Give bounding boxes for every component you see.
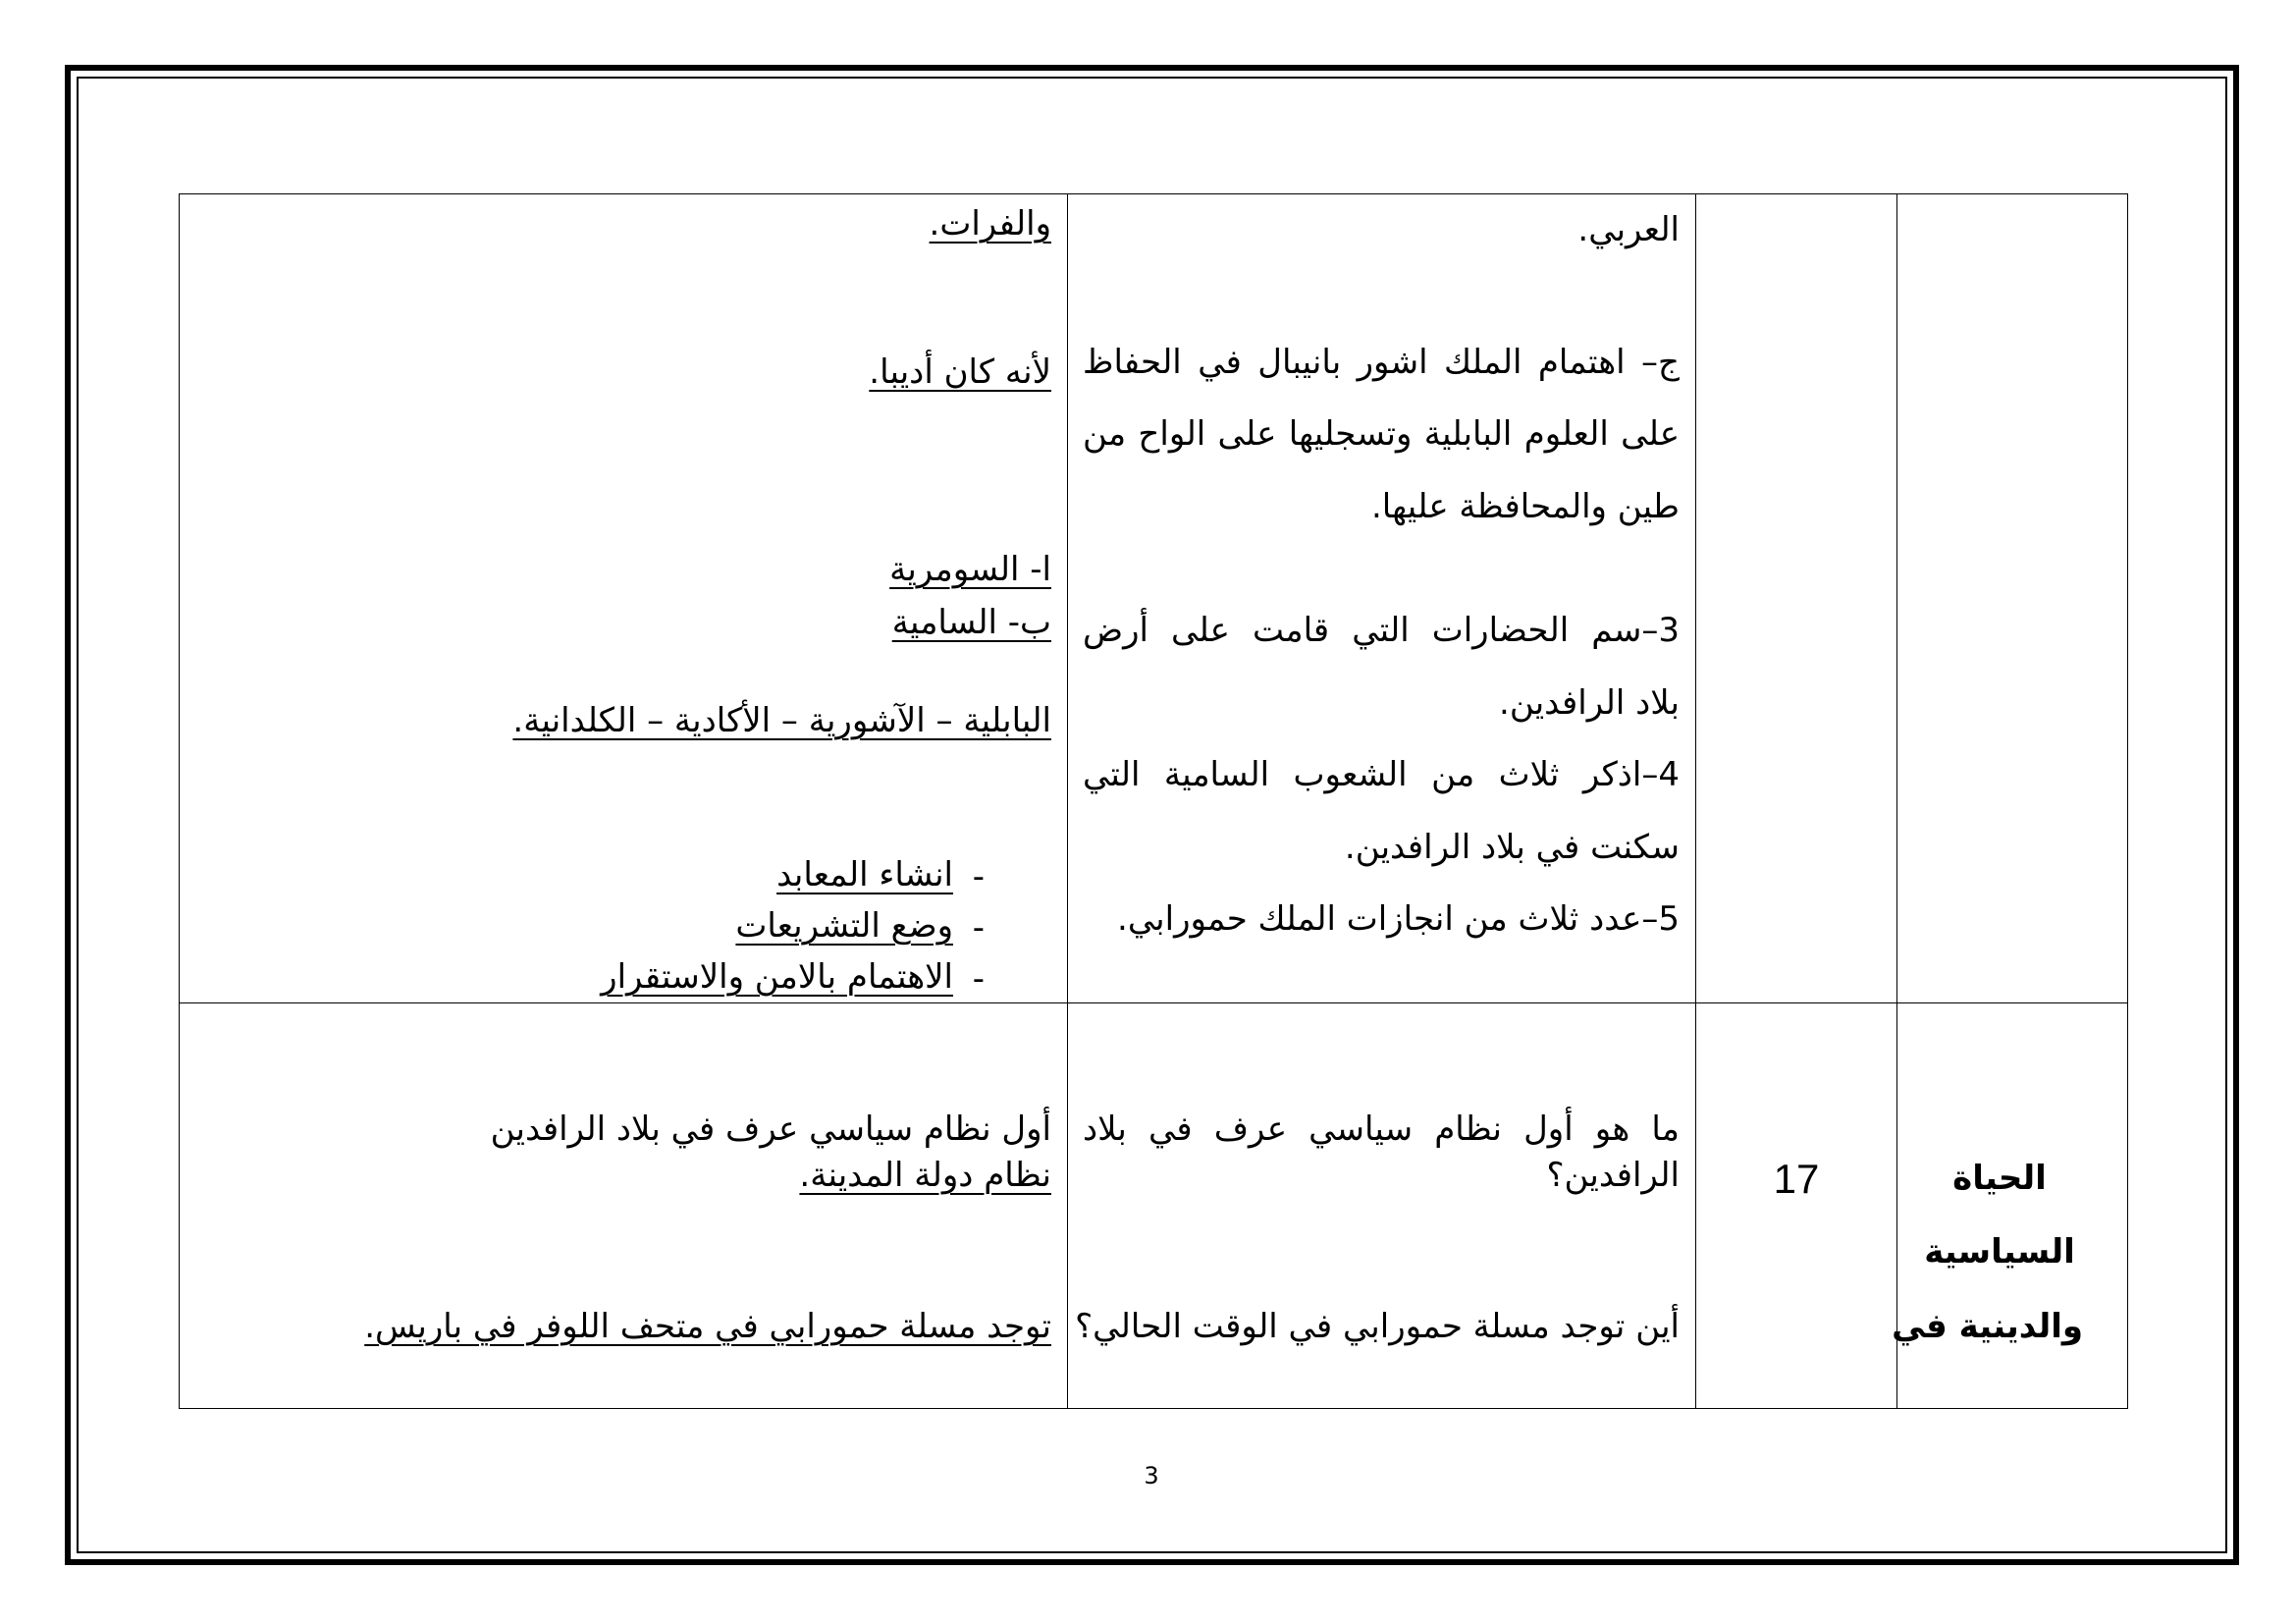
page-number: 3 xyxy=(1144,1462,1159,1489)
question-line: 5–عدد ثلاث من انجازات الملك حمورابي. xyxy=(1117,899,1680,939)
question-line: العربي. xyxy=(1577,210,1680,249)
question-line: 3–سم الحضارات التي قامت على أرض xyxy=(1083,611,1680,650)
question-line: على العلوم البابلية وتسجليها على الواح من xyxy=(1083,414,1680,454)
question-line: طين والمحافظة عليها. xyxy=(1370,487,1680,526)
answer-line: لأنه كان أديبا. xyxy=(869,352,1051,392)
lesson-number: 17 xyxy=(1773,1156,1820,1202)
topic-line: والدينية في xyxy=(1892,1307,2083,1346)
answer-line: ا- السومرية xyxy=(889,550,1051,589)
question-line: ج– اهتمام الملك اشور بانيبال في الحفاظ xyxy=(1083,343,1680,382)
answer-line: توجد مسلة حمورابي في متحف اللوفر في باريس. xyxy=(364,1307,1051,1346)
list-bullet: - xyxy=(972,908,985,947)
question-line: ما هو أول نظام سياسي عرف في بلاد xyxy=(1083,1110,1680,1149)
question-line: أين توجد مسلة حمورابي في الوقت الحالي؟ xyxy=(1075,1307,1680,1346)
question-line: بلاد الرافدين. xyxy=(1499,683,1680,723)
row-divider xyxy=(179,1002,2128,1003)
column-divider-question-number xyxy=(1695,193,1696,1409)
achievement-item: انشاء المعابد xyxy=(776,855,953,894)
achievement-item: وضع التشريعات xyxy=(735,906,953,946)
question-line: الرافدين؟ xyxy=(1546,1156,1680,1195)
topic-line: الحياة xyxy=(1952,1159,2047,1198)
topic-line: السياسية xyxy=(1924,1232,2075,1272)
answer-line: أول نظام سياسي عرف في بلاد الرافدين xyxy=(490,1110,1051,1149)
answer-line: نظام دولة المدينة. xyxy=(799,1156,1051,1195)
answer-line: ب- السامية xyxy=(891,603,1051,642)
question-line: 4–اذكر ثلاث من الشعوب السامية التي xyxy=(1083,755,1680,794)
answer-line: والفرات. xyxy=(929,204,1051,244)
list-bullet: - xyxy=(972,857,985,896)
column-divider-number-topic xyxy=(1896,193,1897,1409)
achievement-item: الاهتمام بالامن والاستقرار xyxy=(601,957,953,997)
column-divider-answer-question xyxy=(1067,193,1068,1409)
question-line: سكنت في بلاد الرافدين. xyxy=(1344,828,1680,867)
list-bullet: - xyxy=(972,959,985,999)
answer-line: البابلية – الآشورية – الأكادية – الكلدانية. xyxy=(512,701,1051,740)
